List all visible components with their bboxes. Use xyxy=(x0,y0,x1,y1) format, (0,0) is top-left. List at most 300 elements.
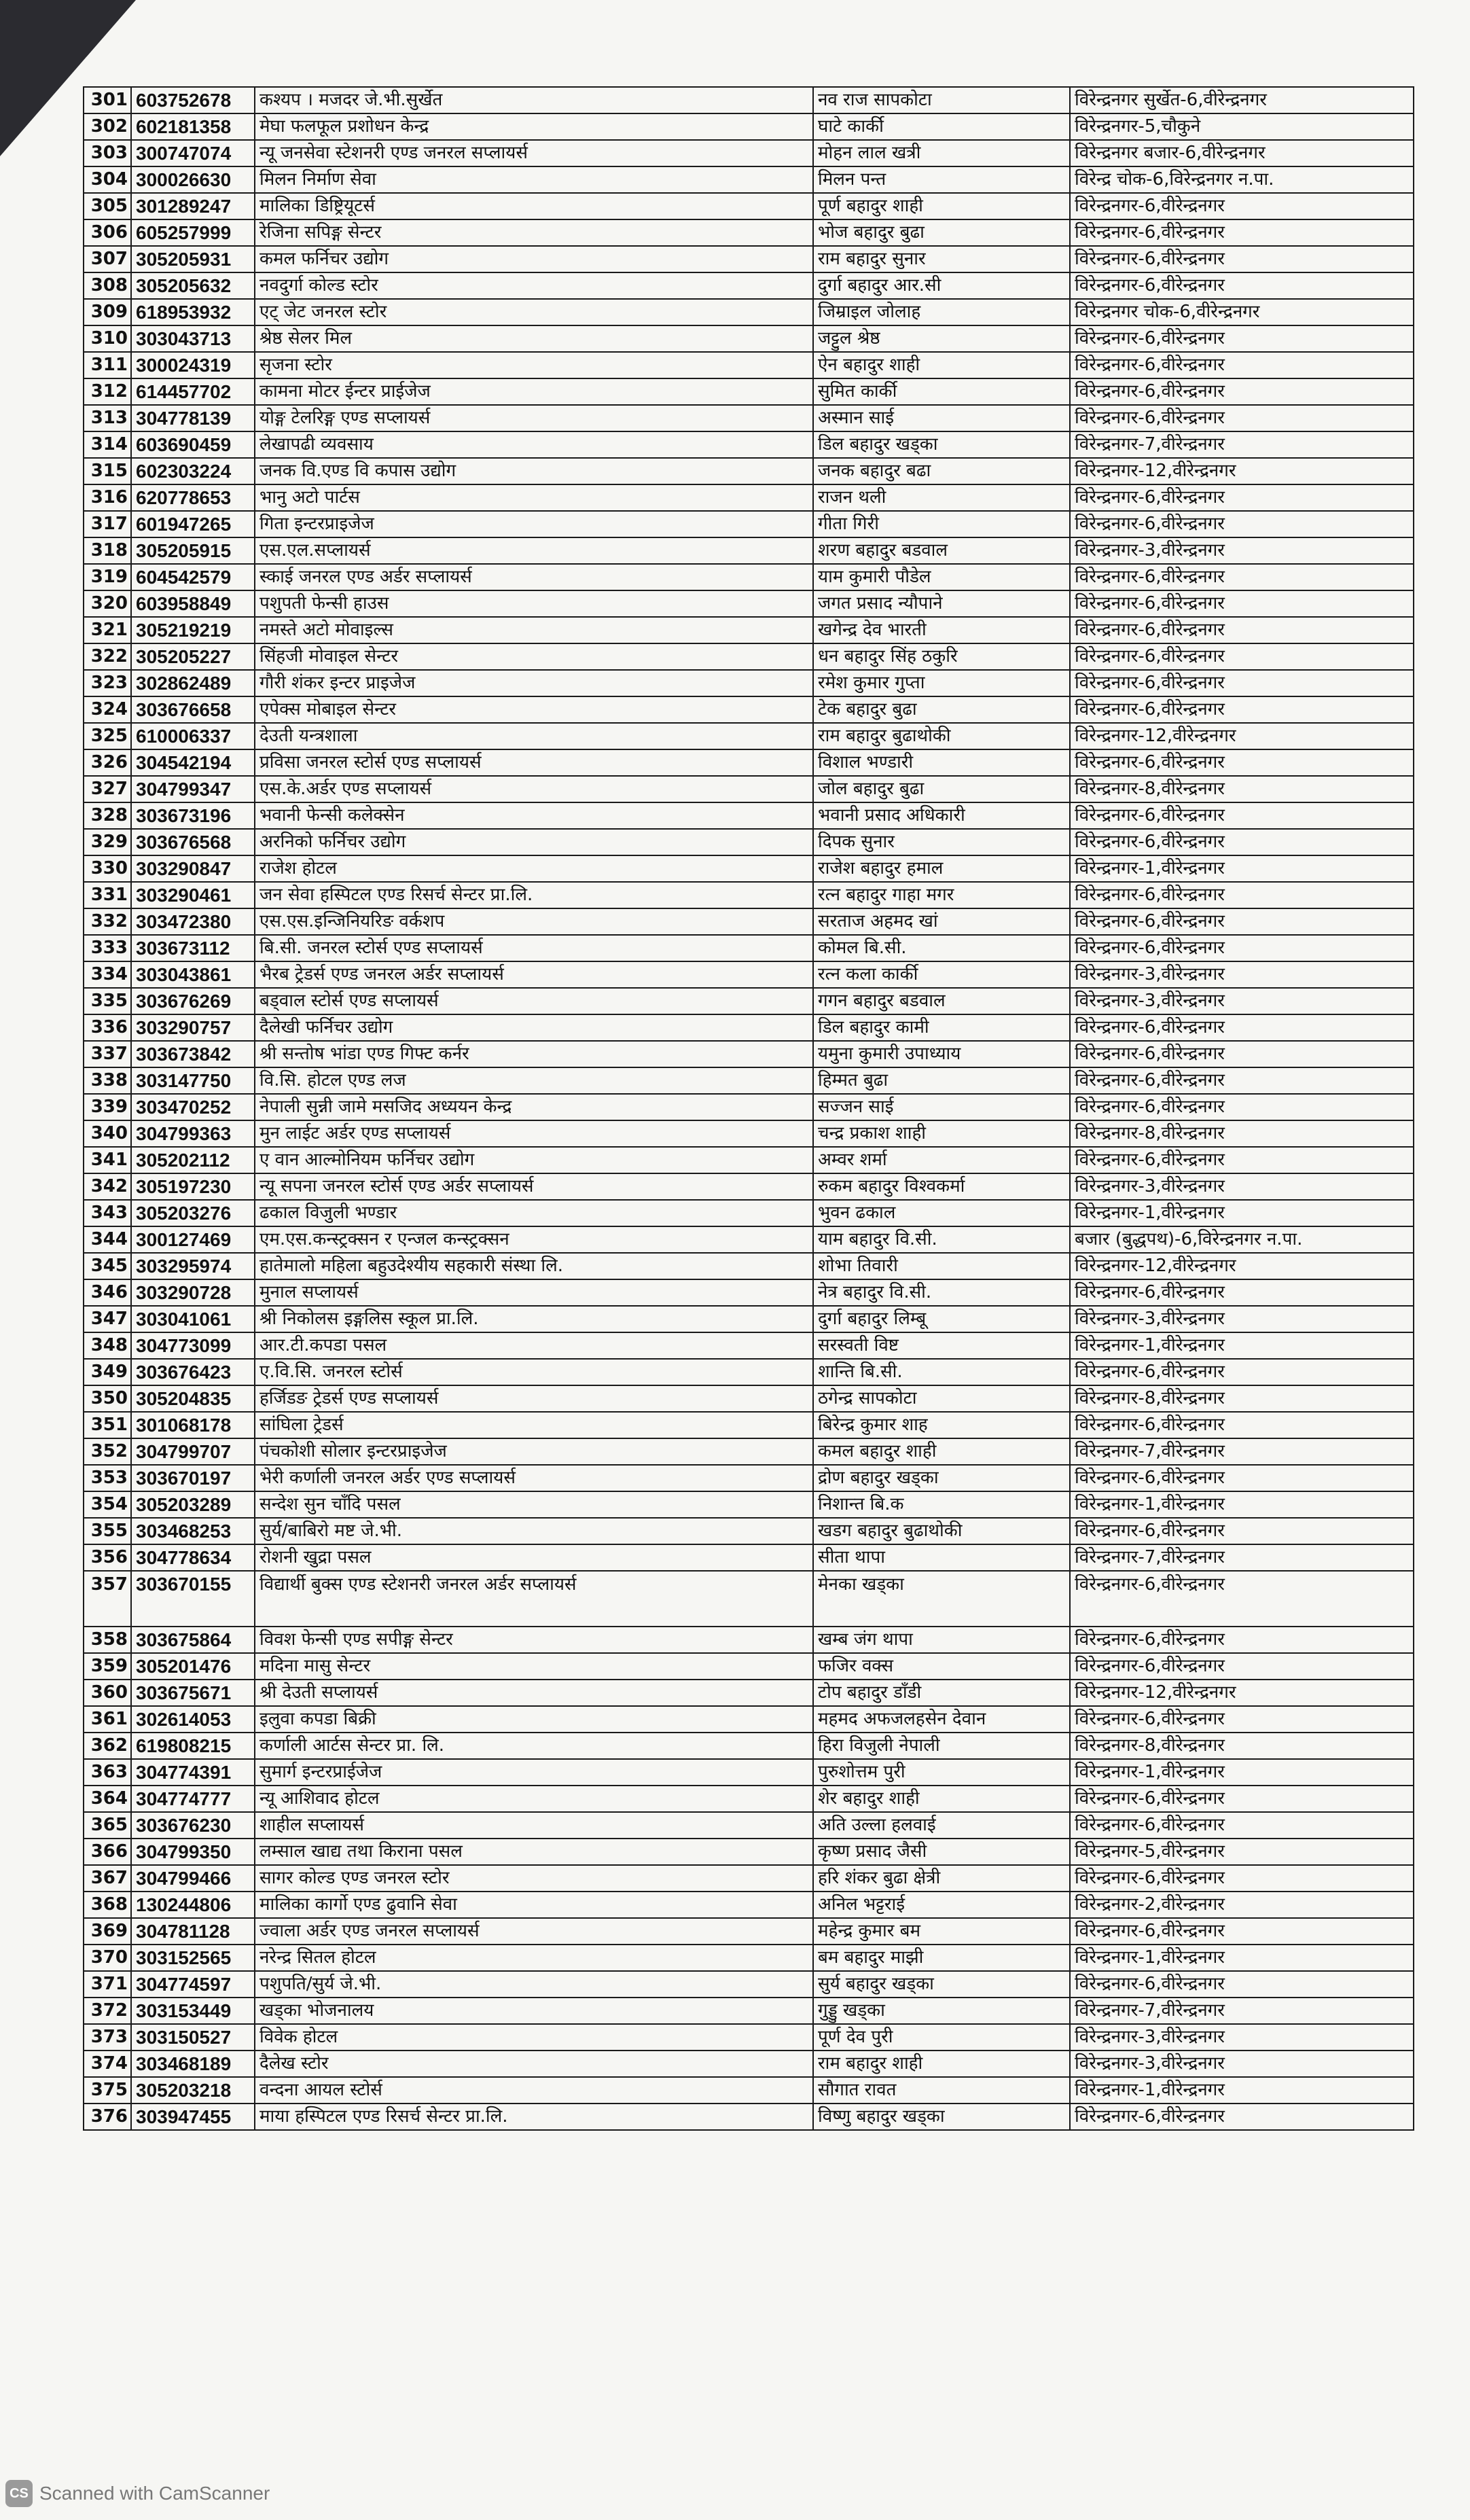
address-cell: विरेन्द्रनगर-6,वीरेन्द्रनगर xyxy=(1070,1865,1414,1892)
firm-name-cell: न्यू सपना जनरल स्टोर्स एण्ड अर्डर सप्लायर्स xyxy=(255,1173,813,1200)
pan-number-cell: 302862489 xyxy=(131,670,255,696)
address-cell: विरेन्द्रनगर-6,वीरेन्द्रनगर xyxy=(1070,1918,1414,1945)
serial-number-cell: 303 xyxy=(84,140,131,166)
serial-number-cell: 321 xyxy=(84,617,131,643)
serial-number-cell: 349 xyxy=(84,1359,131,1385)
address-cell: विरेन्द्रनगर-6,वीरेन्द्रनगर xyxy=(1070,193,1414,219)
address-cell: विरेन्द्रनगर-6,वीरेन्द्रनगर xyxy=(1070,246,1414,272)
serial-number-cell: 316 xyxy=(84,484,131,511)
firm-name-cell: बड्वाल स्टोर्स एण्ड सप्लायर्स xyxy=(255,988,813,1014)
firm-name-cell: लम्साल खाद्य तथा किराना पसल xyxy=(255,1839,813,1865)
firm-name-cell: कर्णाली आर्टस सेन्टर प्रा. लि. xyxy=(255,1733,813,1759)
serial-number-cell: 359 xyxy=(84,1653,131,1680)
serial-number-cell: 365 xyxy=(84,1812,131,1839)
address-cell: विरेन्द्रनगर-8,वीरेन्द्रनगर xyxy=(1070,776,1414,802)
serial-number-cell: 323 xyxy=(84,670,131,696)
taxpayer-table xyxy=(83,86,1414,2131)
serial-number-cell: 336 xyxy=(84,1014,131,1041)
pan-number-cell: 303043713 xyxy=(131,325,255,352)
table-row xyxy=(84,140,1414,166)
owner-name-cell: रमेश कुमार गुप्ता xyxy=(813,670,1070,696)
firm-name-cell: विवश फेन्सी एण्ड सपीङ्ग सेन्टर xyxy=(255,1627,813,1653)
pan-number-cell: 618953932 xyxy=(131,299,255,325)
pan-number-cell: 303947455 xyxy=(131,2104,255,2130)
address-cell: विरेन्द्रनगर-6,वीरेन्द्रनगर xyxy=(1070,1706,1414,1733)
owner-name-cell: मेनका खड्का xyxy=(813,1571,1070,1627)
address-cell: विरेन्द्रनगर-1,वीरेन्द्रनगर xyxy=(1070,1200,1414,1226)
table-row xyxy=(84,1385,1414,1412)
owner-name-cell: शेर बहादुर शाही xyxy=(813,1786,1070,1812)
firm-name-cell: ज्वाला अर्डर एण्ड जनरल सप्लायर्स xyxy=(255,1918,813,1945)
pan-number-cell: 303670155 xyxy=(131,1571,255,1627)
firm-name-cell: पशुपती फेन्सी हाउस xyxy=(255,590,813,617)
pan-number-cell: 303041061 xyxy=(131,1306,255,1332)
owner-name-cell: जगत प्रसाद न्यौपाने xyxy=(813,590,1070,617)
address-cell: विरेन्द्रनगर-6,वीरेन्द्रनगर xyxy=(1070,405,1414,431)
owner-name-cell: नव राज सापकोटा xyxy=(813,87,1070,113)
address-cell: विरेन्द्रनगर बजार-6,वीरेन्द्रनगर xyxy=(1070,140,1414,166)
owner-name-cell: याम बहादुर वि.सी. xyxy=(813,1226,1070,1253)
firm-name-cell: ढकाल विजुली भण्डार xyxy=(255,1200,813,1226)
table-row xyxy=(84,1971,1414,1998)
owner-name-cell: शोभा तिवारी xyxy=(813,1253,1070,1279)
table-row xyxy=(84,1465,1414,1491)
pan-number-cell: 305203218 xyxy=(131,2077,255,2104)
table-row xyxy=(84,1359,1414,1385)
owner-name-cell: सज्जन साई xyxy=(813,1094,1070,1120)
pan-number-cell: 304774777 xyxy=(131,1786,255,1812)
address-cell: विरेन्द्रनगर सुर्खेत-6,वीरेन्द्रनगर xyxy=(1070,87,1414,113)
address-cell: विरेन्द्रनगर-7,वीरेन्द्रनगर xyxy=(1070,1438,1414,1465)
firm-name-cell: मुन लाईट अर्डर एण्ड सप्लायर्स xyxy=(255,1120,813,1147)
address-cell: विरेन्द्रनगर-6,वीरेन्द्रनगर xyxy=(1070,1571,1414,1627)
address-cell: विरेन्द्रनगर-3,वीरेन्द्रनगर xyxy=(1070,961,1414,988)
owner-name-cell: द्रोण बहादुर खड्का xyxy=(813,1465,1070,1491)
table-row xyxy=(84,590,1414,617)
address-cell: विरेन्द्रनगर-3,वीरेन्द्रनगर xyxy=(1070,1173,1414,1200)
serial-number-cell: 353 xyxy=(84,1465,131,1491)
address-cell: विरेन्द्रनगर-6,वीरेन्द्रनगर xyxy=(1070,1359,1414,1385)
table-row xyxy=(84,1014,1414,1041)
owner-name-cell: शान्ति बि.सी. xyxy=(813,1359,1070,1385)
serial-number-cell: 329 xyxy=(84,829,131,855)
serial-number-cell: 364 xyxy=(84,1786,131,1812)
address-cell: विरेन्द्रनगर-3,वीरेन्द्रनगर xyxy=(1070,2024,1414,2051)
owner-name-cell: गगन बहादुर बडवाल xyxy=(813,988,1070,1014)
owner-name-cell: गीता गिरी xyxy=(813,511,1070,537)
table-row xyxy=(84,511,1414,537)
serial-number-cell: 343 xyxy=(84,1200,131,1226)
firm-name-cell: मालिका कार्गो एण्ड ढुवानि सेवा xyxy=(255,1892,813,1918)
pan-number-cell: 304778139 xyxy=(131,405,255,431)
address-cell: विरेन्द्रनगर-1,वीरेन्द्रनगर xyxy=(1070,1759,1414,1786)
address-cell: विरेन्द्रनगर-6,वीरेन्द्रनगर xyxy=(1070,564,1414,590)
table-row xyxy=(84,1120,1414,1147)
owner-name-cell: दिपक सुनार xyxy=(813,829,1070,855)
address-cell: विरेन्द्रनगर-1,वीरेन्द्रनगर xyxy=(1070,855,1414,882)
address-cell: विरेन्द्रनगर-8,वीरेन्द्रनगर xyxy=(1070,1733,1414,1759)
address-cell: विरेन्द्रनगर-6,वीरेन्द्रनगर xyxy=(1070,1067,1414,1094)
firm-name-cell: एपेक्स मोबाइल सेन्टर xyxy=(255,696,813,723)
serial-number-cell: 306 xyxy=(84,219,131,246)
firm-name-cell: रोशनी खुद्रा पसल xyxy=(255,1544,813,1571)
address-cell: विरेन्द्रनगर-6,वीरेन्द्रनगर xyxy=(1070,1465,1414,1491)
table-row xyxy=(84,1226,1414,1253)
serial-number-cell: 354 xyxy=(84,1491,131,1518)
pan-number-cell: 303290847 xyxy=(131,855,255,882)
pan-number-cell: 602181358 xyxy=(131,113,255,140)
serial-number-cell: 352 xyxy=(84,1438,131,1465)
address-cell: विरेन्द्रनगर-6,वीरेन्द्रनगर xyxy=(1070,829,1414,855)
serial-number-cell: 368 xyxy=(84,1892,131,1918)
owner-name-cell: बम बहादुर माझी xyxy=(813,1945,1070,1971)
owner-name-cell: फजिर वक्स xyxy=(813,1653,1070,1680)
address-cell: विरेन्द्रनगर-6,वीरेन्द्रनगर xyxy=(1070,617,1414,643)
address-cell: विरेन्द्रनगर-12,वीरेन्द्रनगर xyxy=(1070,458,1414,484)
owner-name-cell: रत्न बहादुर गाहा मगर xyxy=(813,882,1070,908)
table-row xyxy=(84,1733,1414,1759)
table-row xyxy=(84,2024,1414,2051)
pan-number-cell: 301289247 xyxy=(131,193,255,219)
serial-number-cell: 344 xyxy=(84,1226,131,1253)
address-cell: विरेन्द्रनगर-6,वीरेन्द्रनगर xyxy=(1070,1279,1414,1306)
owner-name-cell: अति उल्ला हलवाई xyxy=(813,1812,1070,1839)
address-cell: विरेन्द्रनगर-1,वीरेन्द्रनगर xyxy=(1070,1491,1414,1518)
camscanner-logo-icon: CS xyxy=(5,2480,33,2507)
serial-number-cell: 304 xyxy=(84,166,131,193)
address-cell: विरेन्द्रनगर-6,वीरेन्द्रनगर xyxy=(1070,643,1414,670)
table-row xyxy=(84,378,1414,405)
pan-number-cell: 303295974 xyxy=(131,1253,255,1279)
address-cell: विरेन्द्रनगर-6,वीरेन्द्रनगर xyxy=(1070,882,1414,908)
firm-name-cell: माया हस्पिटल एण्ड रिसर्च सेन्टर प्रा.लि. xyxy=(255,2104,813,2130)
owner-name-cell: टोप बहादुर डाँडी xyxy=(813,1680,1070,1706)
table-row xyxy=(84,2077,1414,2104)
pan-number-cell: 304799707 xyxy=(131,1438,255,1465)
serial-number-cell: 309 xyxy=(84,299,131,325)
serial-number-cell: 312 xyxy=(84,378,131,405)
owner-name-cell: राजन थली xyxy=(813,484,1070,511)
firm-name-cell: दैलेखी फर्निचर उद्योग xyxy=(255,1014,813,1041)
address-cell: विरेन्द्रनगर-6,वीरेन्द्रनगर xyxy=(1070,802,1414,829)
owner-name-cell: टेक बहादुर बुढा xyxy=(813,696,1070,723)
firm-name-cell: मिलन निर्माण सेवा xyxy=(255,166,813,193)
table-row xyxy=(84,1306,1414,1332)
owner-name-cell: भुवन ढकाल xyxy=(813,1200,1070,1226)
table-row xyxy=(84,405,1414,431)
owner-name-cell: अनिल भट्टराई xyxy=(813,1892,1070,1918)
firm-name-cell: ए वान आल्मोनियम फर्निचर उद्योग xyxy=(255,1147,813,1173)
owner-name-cell: हरि शंकर बुढा क्षेत्री xyxy=(813,1865,1070,1892)
owner-name-cell: कमल बहादुर शाही xyxy=(813,1438,1070,1465)
address-cell: विरेन्द्रनगर-5,चौकुने xyxy=(1070,113,1414,140)
serial-number-cell: 342 xyxy=(84,1173,131,1200)
firm-name-cell: एस.एस.इन्जिनियरिङ वर्कशप xyxy=(255,908,813,935)
firm-name-cell: हर्जिडङ ट्रेडर्स एण्ड सप्लायर्स xyxy=(255,1385,813,1412)
owner-name-cell: याम कुमारी पौडेल xyxy=(813,564,1070,590)
firm-name-cell: सिंहजी मोवाइल सेन्टर xyxy=(255,643,813,670)
pan-number-cell: 605257999 xyxy=(131,219,255,246)
taxpayer-list-page xyxy=(83,86,1413,2131)
owner-name-cell: अस्मान साई xyxy=(813,405,1070,431)
firm-name-cell: शाहील सप्लायर्स xyxy=(255,1812,813,1839)
pan-number-cell: 303290728 xyxy=(131,1279,255,1306)
firm-name-cell: स्काई जनरल एण्ड अर्डर सप्लायर्स xyxy=(255,564,813,590)
address-cell: विरेन्द्रनगर-6,वीरेन्द्रनगर xyxy=(1070,935,1414,961)
firm-name-cell: विवेक होटल xyxy=(255,2024,813,2051)
serial-number-cell: 351 xyxy=(84,1412,131,1438)
table-row xyxy=(84,1438,1414,1465)
table-row xyxy=(84,882,1414,908)
pan-number-cell: 305201476 xyxy=(131,1653,255,1680)
scanner-label: Scanned with CamScanner xyxy=(39,2483,270,2504)
address-cell: विरेन्द्रनगर-3,वीरेन्द्रनगर xyxy=(1070,537,1414,564)
firm-name-cell: एट् जेट जनरल स्टोर xyxy=(255,299,813,325)
pan-number-cell: 303470252 xyxy=(131,1094,255,1120)
owner-name-cell: ऐन बहादुर शाही xyxy=(813,352,1070,378)
owner-name-cell: हिम्मत बुढा xyxy=(813,1067,1070,1094)
firm-name-cell: एस.के.अर्डर एण्ड सप्लायर्स xyxy=(255,776,813,802)
serial-number-cell: 331 xyxy=(84,882,131,908)
table-row xyxy=(84,776,1414,802)
firm-name-cell: इलुवा कपडा बिक्री xyxy=(255,1706,813,1733)
pan-number-cell: 303676269 xyxy=(131,988,255,1014)
table-row xyxy=(84,1786,1414,1812)
table-row xyxy=(84,299,1414,325)
table-row xyxy=(84,484,1414,511)
table-row xyxy=(84,1892,1414,1918)
owner-name-cell: सुर्य बहादुर खड्का xyxy=(813,1971,1070,1998)
firm-name-cell: देउती यन्त्रशाला xyxy=(255,723,813,749)
address-cell: बजार (बुद्धपथ)-6,विरेन्द्रनगर न.पा. xyxy=(1070,1226,1414,1253)
address-cell: विरेन्द्रनगर-6,वीरेन्द्रनगर xyxy=(1070,484,1414,511)
firm-name-cell: भैरब ट्रेडर्स एण्ड जनरल अर्डर सप्लायर्स xyxy=(255,961,813,988)
firm-name-cell: ए.वि.सि. जनरल स्टोर्स xyxy=(255,1359,813,1385)
address-cell: विरेन्द्रनगर-8,वीरेन्द्रनगर xyxy=(1070,1385,1414,1412)
pan-number-cell: 300024319 xyxy=(131,352,255,378)
address-cell: विरेन्द्रनगर-6,वीरेन्द्रनगर xyxy=(1070,511,1414,537)
table-row xyxy=(84,1412,1414,1438)
serial-number-cell: 366 xyxy=(84,1839,131,1865)
table-row xyxy=(84,643,1414,670)
pan-number-cell: 610006337 xyxy=(131,723,255,749)
firm-name-cell: वन्दना आयल स्टोर्स xyxy=(255,2077,813,2104)
table-row xyxy=(84,1041,1414,1067)
owner-name-cell: महेन्द्र कुमार बम xyxy=(813,1918,1070,1945)
table-row xyxy=(84,1706,1414,1733)
firm-name-cell: आर.टी.कपडा पसल xyxy=(255,1332,813,1359)
table-row xyxy=(84,246,1414,272)
table-row xyxy=(84,855,1414,882)
owner-name-cell: डिल बहादुर खड्का xyxy=(813,431,1070,458)
address-cell: विरेन्द्रनगर-6,वीरेन्द्रनगर xyxy=(1070,1518,1414,1544)
serial-number-cell: 332 xyxy=(84,908,131,935)
pan-number-cell: 303150527 xyxy=(131,2024,255,2051)
serial-number-cell: 361 xyxy=(84,1706,131,1733)
pan-number-cell: 303147750 xyxy=(131,1067,255,1094)
table-row xyxy=(84,1147,1414,1173)
owner-name-cell: बिरेन्द्र कुमार शाह xyxy=(813,1412,1070,1438)
serial-number-cell: 362 xyxy=(84,1733,131,1759)
serial-number-cell: 340 xyxy=(84,1120,131,1147)
owner-name-cell: मोहन लाल खत्री xyxy=(813,140,1070,166)
firm-name-cell: कमल फर्निचर उद्योग xyxy=(255,246,813,272)
table-row xyxy=(84,1200,1414,1226)
table-row xyxy=(84,2051,1414,2077)
serial-number-cell: 328 xyxy=(84,802,131,829)
serial-number-cell: 305 xyxy=(84,193,131,219)
table-row xyxy=(84,749,1414,776)
firm-name-cell: बि.सी. जनरल स्टोर्स एण्ड सप्लायर्स xyxy=(255,935,813,961)
pan-number-cell: 303290757 xyxy=(131,1014,255,1041)
serial-number-cell: 310 xyxy=(84,325,131,352)
firm-name-cell: प्रविसा जनरल स्टोर्स एण्ड सप्लायर्स xyxy=(255,749,813,776)
firm-name-cell: सुमार्ग इन्टरप्राईजेज xyxy=(255,1759,813,1786)
owner-name-cell: राजेश बहादुर हमाल xyxy=(813,855,1070,882)
address-cell: विरेन्द्रनगर-3,वीरेन्द्रनगर xyxy=(1070,1306,1414,1332)
serial-number-cell: 318 xyxy=(84,537,131,564)
address-cell: विरेन्द्रनगर-1,वीरेन्द्रनगर xyxy=(1070,1332,1414,1359)
pan-number-cell: 303673842 xyxy=(131,1041,255,1067)
serial-number-cell: 371 xyxy=(84,1971,131,1998)
pan-number-cell: 300026630 xyxy=(131,166,255,193)
address-cell: विरेन्द्रनगर-6,वीरेन्द्रनगर xyxy=(1070,1014,1414,1041)
table-row xyxy=(84,723,1414,749)
owner-name-cell: चन्द्र प्रकाश शाही xyxy=(813,1120,1070,1147)
owner-name-cell: पूर्ण बहादुर शाही xyxy=(813,193,1070,219)
pan-number-cell: 305205632 xyxy=(131,272,255,299)
table-row xyxy=(84,352,1414,378)
table-row xyxy=(84,458,1414,484)
serial-number-cell: 319 xyxy=(84,564,131,590)
serial-number-cell: 308 xyxy=(84,272,131,299)
owner-name-cell: जोल बहादुर बुढा xyxy=(813,776,1070,802)
table-row xyxy=(84,908,1414,935)
firm-name-cell: विद्यार्थी बुक्स एण्ड स्टेशनरी जनरल अर्डर सप्लायर्स xyxy=(255,1571,813,1627)
serial-number-cell: 350 xyxy=(84,1385,131,1412)
address-cell: विरेन्द्रनगर-6,वीरेन्द्रनगर xyxy=(1070,352,1414,378)
serial-number-cell: 301 xyxy=(84,87,131,113)
firm-name-cell: सृजना स्टोर xyxy=(255,352,813,378)
pan-number-cell: 305205931 xyxy=(131,246,255,272)
serial-number-cell: 314 xyxy=(84,431,131,458)
owner-name-cell: कृष्ण प्रसाद जैसी xyxy=(813,1839,1070,1865)
pan-number-cell: 305205915 xyxy=(131,537,255,564)
address-cell: विरेन्द्रनगर-7,वीरेन्द्रनगर xyxy=(1070,431,1414,458)
serial-number-cell: 341 xyxy=(84,1147,131,1173)
serial-number-cell: 372 xyxy=(84,1998,131,2024)
pan-number-cell: 305203289 xyxy=(131,1491,255,1518)
firm-name-cell: पशुपति/सुर्य जे.भी. xyxy=(255,1971,813,1998)
address-cell: विरेन्द्रनगर-8,वीरेन्द्रनगर xyxy=(1070,1120,1414,1147)
firm-name-cell: रेजिना सपिङ्ग सेन्टर xyxy=(255,219,813,246)
table-row xyxy=(84,219,1414,246)
firm-name-cell: कश्यप । मजदर जे.भी.सुर्खेत xyxy=(255,87,813,113)
owner-name-cell: घाटे कार्की xyxy=(813,113,1070,140)
table-row xyxy=(84,1279,1414,1306)
pan-number-cell: 602303224 xyxy=(131,458,255,484)
owner-name-cell: सरताज अहमद खां xyxy=(813,908,1070,935)
serial-number-cell: 357 xyxy=(84,1571,131,1627)
serial-number-cell: 363 xyxy=(84,1759,131,1786)
pan-number-cell: 304799466 xyxy=(131,1865,255,1892)
owner-name-cell: दुर्गा बहादुर आर.सी xyxy=(813,272,1070,299)
pan-number-cell: 303676423 xyxy=(131,1359,255,1385)
pan-number-cell: 305219219 xyxy=(131,617,255,643)
address-cell: विरेन्द्रनगर-12,वीरेन्द्रनगर xyxy=(1070,1253,1414,1279)
table-row xyxy=(84,2104,1414,2130)
address-cell: विरेन्द्रनगर-6,वीरेन्द्रनगर xyxy=(1070,1786,1414,1812)
firm-name-cell: वि.सि. होटल एण्ड लज xyxy=(255,1067,813,1094)
address-cell: विरेन्द्रनगर-6,वीरेन्द्रनगर xyxy=(1070,590,1414,617)
owner-name-cell: राम बहादुर बुढाथोकी xyxy=(813,723,1070,749)
owner-name-cell: सौगात रावत xyxy=(813,2077,1070,2104)
address-cell: विरेन्द्रनगर-6,वीरेन्द्रनगर xyxy=(1070,1041,1414,1067)
firm-name-cell: श्री निकोलस इङ्गलिस स्कूल प्रा.लि. xyxy=(255,1306,813,1332)
firm-name-cell: नवदुर्गा कोल्ड स्टोर xyxy=(255,272,813,299)
pan-number-cell: 304778634 xyxy=(131,1544,255,1571)
serial-number-cell: 330 xyxy=(84,855,131,882)
firm-name-cell: श्रेष्ठ सेलर मिल xyxy=(255,325,813,352)
firm-name-cell: कामना मोटर ईन्टर प्राईजेज xyxy=(255,378,813,405)
address-cell: विरेन्द्रनगर-6,वीरेन्द्रनगर xyxy=(1070,378,1414,405)
owner-name-cell: पूर्ण देव पुरी xyxy=(813,2024,1070,2051)
owner-name-cell: रुकम बहादुर विश्वकर्मा xyxy=(813,1173,1070,1200)
table-row xyxy=(84,113,1414,140)
owner-name-cell: अम्वर शर्मा xyxy=(813,1147,1070,1173)
pan-number-cell: 303468189 xyxy=(131,2051,255,2077)
pan-number-cell: 619808215 xyxy=(131,1733,255,1759)
table-row xyxy=(84,1918,1414,1945)
pan-number-cell: 304773099 xyxy=(131,1332,255,1359)
owner-name-cell: जिम्राइल जोलाह xyxy=(813,299,1070,325)
firm-name-cell: नरेन्द्र सितल होटल xyxy=(255,1945,813,1971)
owner-name-cell: शरण बहादुर बडवाल xyxy=(813,537,1070,564)
table-row xyxy=(84,1627,1414,1653)
serial-number-cell: 370 xyxy=(84,1945,131,1971)
address-cell: विरेन्द्रनगर-3,वीरेन्द्रनगर xyxy=(1070,988,1414,1014)
serial-number-cell: 358 xyxy=(84,1627,131,1653)
serial-number-cell: 376 xyxy=(84,2104,131,2130)
serial-number-cell: 373 xyxy=(84,2024,131,2051)
firm-name-cell: श्री सन्तोष भांडा एण्ड गिफ्ट कर्नर xyxy=(255,1041,813,1067)
pan-number-cell: 603690459 xyxy=(131,431,255,458)
firm-name-cell: दैलेख स्टोर xyxy=(255,2051,813,2077)
table-row xyxy=(84,87,1414,113)
owner-name-cell: सरस्वती विष्ट xyxy=(813,1332,1070,1359)
taxpayer-table-body xyxy=(84,87,1414,2130)
owner-name-cell: भोज बहादुर बुढा xyxy=(813,219,1070,246)
address-cell: विरेन्द्रनगर-6,वीरेन्द्रनगर xyxy=(1070,749,1414,776)
pan-number-cell: 303676568 xyxy=(131,829,255,855)
table-row xyxy=(84,564,1414,590)
address-cell: विरेन्द्रनगर-6,वीरेन्द्रनगर xyxy=(1070,908,1414,935)
owner-name-cell: सीता थापा xyxy=(813,1544,1070,1571)
address-cell: विरेन्द्रनगर-6,वीरेन्द्रनगर xyxy=(1070,1627,1414,1653)
scanner-footer xyxy=(5,2477,270,2510)
pan-number-cell: 303673196 xyxy=(131,802,255,829)
address-cell: विरेन्द्रनगर-6,वीरेन्द्रनगर xyxy=(1070,1653,1414,1680)
pan-number-cell: 305203276 xyxy=(131,1200,255,1226)
firm-name-cell: मेघा फलफूल प्रशोधन केन्द्र xyxy=(255,113,813,140)
table-row xyxy=(84,193,1414,219)
serial-number-cell: 317 xyxy=(84,511,131,537)
serial-number-cell: 313 xyxy=(84,405,131,431)
address-cell: विरेन्द्रनगर-6,वीरेन्द्रनगर xyxy=(1070,696,1414,723)
table-row xyxy=(84,325,1414,352)
serial-number-cell: 369 xyxy=(84,1918,131,1945)
pan-number-cell: 305204835 xyxy=(131,1385,255,1412)
